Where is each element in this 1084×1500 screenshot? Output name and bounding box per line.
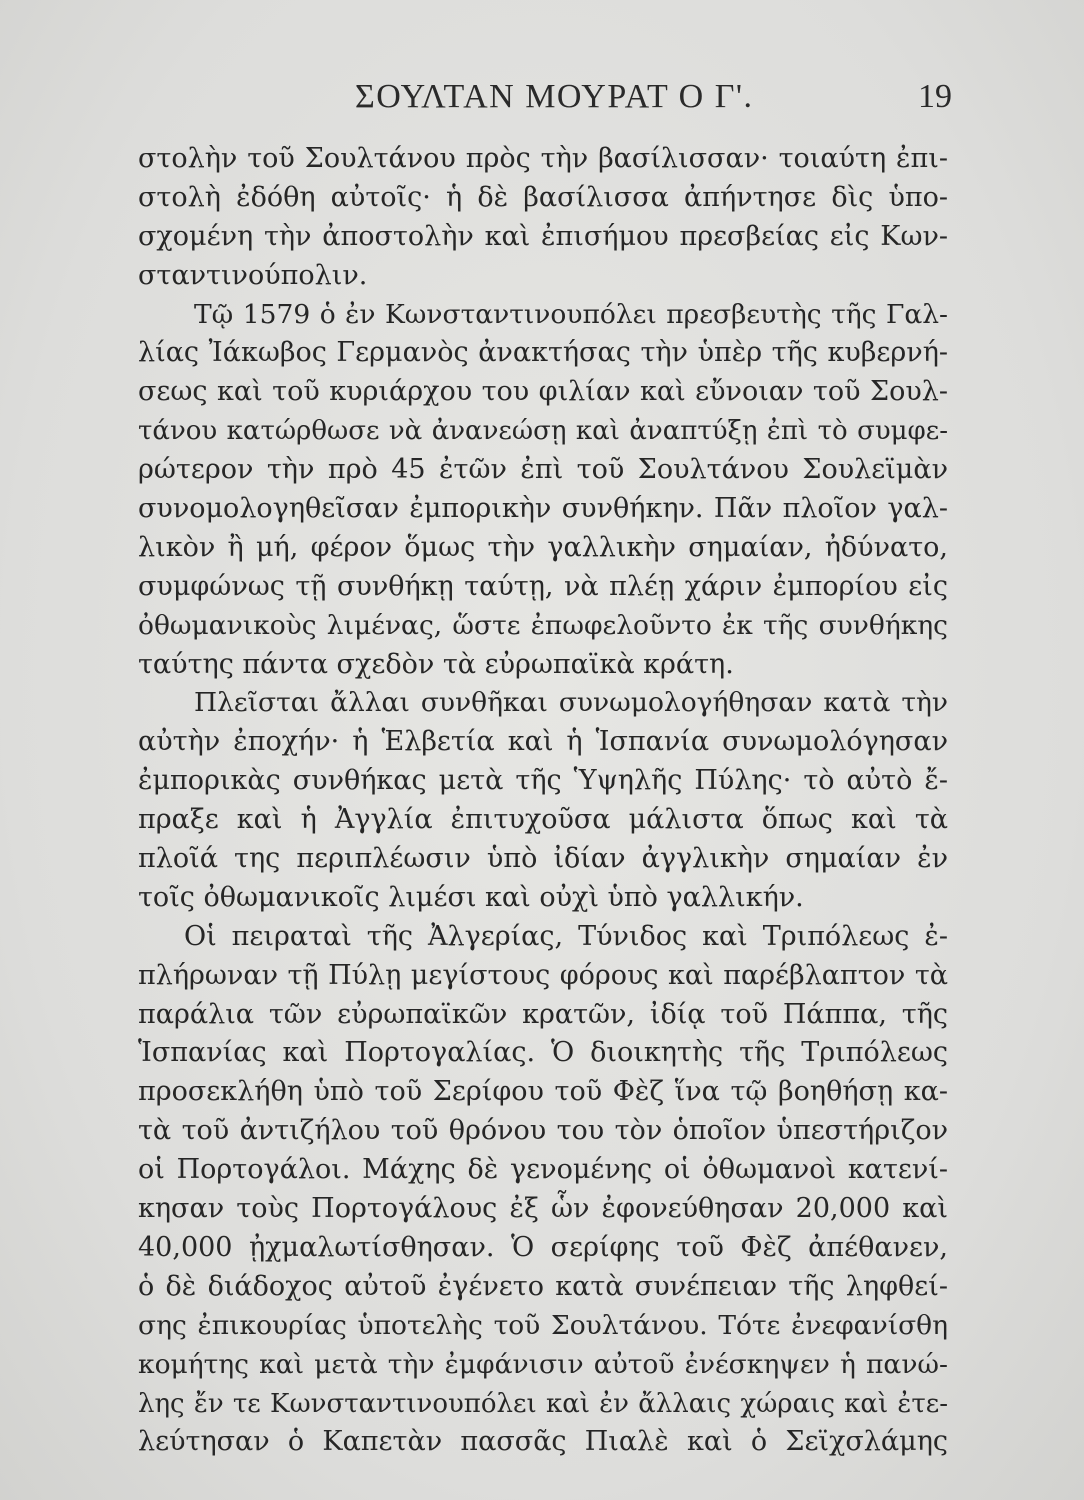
text-line: αὐτὴν ἐποχήν· ἡ Ἑλβετία καὶ ἡ Ἱσπανία συνωμολόγησαν bbox=[138, 726, 948, 758]
body-text bbox=[138, 140, 948, 1462]
text-line: κησαν τοὺς Πορτογάλους ἐξ ὧν ἐφονεύθησαν 20,000 καὶ bbox=[138, 1193, 948, 1225]
text-line: 40,000 ᾐχμαλωτίσθησαν. Ὁ σερίφης τοῦ Φὲζ ἀπέθανεν, bbox=[138, 1231, 948, 1263]
text-line: ὁ δὲ διάδοχος αὐτοῦ ἐγένετο κατὰ συνέπειαν τῆς ληφθεί- bbox=[138, 1270, 948, 1302]
text-line: λίας Ἰάκωβος Γερμανὸς ἀνακτήσας τὴν ὑπὲρ τῆς κυβερνή- bbox=[138, 337, 948, 369]
running-title: ΣΟΥΛΤΑΝ ΜΟΥΡΑΤ Ο Γ'. bbox=[355, 78, 754, 115]
text-line: τάνου κατώρθωσε νὰ ἀνανεώσῃ καὶ ἀναπτύξῃ ἐπὶ τὸ συμφε- bbox=[138, 416, 948, 447]
text-line: συνομολογηθεῖσαν ἐμπορικὴν συνθήκην. Πᾶν πλοῖον γαλ- bbox=[138, 493, 948, 525]
text-line: Ἱσπανίας καὶ Πορτογαλίας. Ὁ διοικητὴς τῆς Τριπόλεως bbox=[138, 1037, 948, 1069]
text-line: πλήρωναν τῇ Πύλῃ μεγίστους φόρους καὶ παρέβλαπτον τὰ bbox=[138, 959, 948, 991]
text-line: στολὴ ἐδόθη αὐτοῖς· ἡ δὲ βασίλισσα ἀπήντησε δὶς ὑπο- bbox=[138, 181, 948, 213]
paragraph-start-line: Τῷ 1579 ὁ ἐν Κωνσταντινουπόλει πρεσβευτὴς τῆς Γαλ- bbox=[194, 298, 948, 330]
text-line: λεύτησαν ὁ Καπετὰν πασσᾶς Πιαλὲ καὶ ὁ Σεϊχσλάμης bbox=[138, 1426, 948, 1458]
text-line: πλοῖά της περιπλέωσιν ὑπὸ ἰδίαν ἀγγλικὴν σημαίαν ἐν bbox=[138, 843, 948, 875]
text-line: τοῖς ὀθωμανικοῖς λιμέσι καὶ οὐχὶ ὑπὸ γαλλικήν. bbox=[138, 881, 804, 913]
text-line: σχομένη τὴν ἀποστολὴν καὶ ἐπισήμου πρεσβείας εἰς Κων- bbox=[138, 220, 948, 252]
text-line: ταύτης πάντα σχεδὸν τὰ εὐρωπαϊκὰ κράτη. bbox=[138, 648, 734, 680]
text-line: ὀθωμανικοὺς λιμένας, ὥστε ἐπωφελοῦντο ἐκ τῆς συνθήκης bbox=[138, 609, 948, 641]
text-line: λικὸν ἢ μή, φέρον ὅμως τὴν γαλλικὴν σημαίαν, ἠδύνατο, bbox=[138, 531, 948, 563]
running-head bbox=[140, 78, 960, 128]
text-line: κομήτης καὶ μετὰ τὴν ἐμφάνισιν αὐτοῦ ἐνέσκηψεν ἡ πανώ- bbox=[138, 1348, 948, 1380]
text-line: ρώτερον τὴν πρὸ 45 ἐτῶν ἐπὶ τοῦ Σουλτάνου Σουλεϊμὰν bbox=[138, 454, 948, 486]
text-line: σης ἐπικουρίας ὑποτελὴς τοῦ Σουλτάνου. Τότε ἐνεφανίσθη bbox=[138, 1309, 948, 1341]
text-line: λης ἔν τε Κωνσταντινουπόλει καὶ ἐν ἄλλαις χώραις καὶ ἐτε- bbox=[138, 1388, 948, 1419]
text-line: στολὴν τοῦ Σουλτάνου πρὸς τὴν βασίλισσαν· τοιαύτη ἐπι- bbox=[138, 143, 948, 174]
text-line: παράλια τῶν εὐρωπαϊκῶν κρατῶν, ἰδίᾳ τοῦ Πάππα, τῆς bbox=[138, 998, 948, 1030]
page-number: 19 bbox=[918, 78, 952, 115]
text-line: συμφώνως τῇ συνθήκῃ ταύτῃ, νὰ πλέῃ χάριν ἐμπορίου εἰς bbox=[138, 570, 948, 602]
text-line: σταντινούπολιν. bbox=[138, 259, 368, 291]
text-line: σεως καὶ τοῦ κυριάρχου του φιλίαν καὶ εὔνοιαν τοῦ Σουλ- bbox=[138, 376, 948, 408]
text-line: οἱ Πορτογάλοι. Μάχης δὲ γενομένης οἱ ὀθωμανοὶ κατενί- bbox=[138, 1154, 948, 1186]
text-line: προσεκλήθη ὑπὸ τοῦ Σερίφου τοῦ Φὲζ ἵνα τῷ βοηθήσῃ κα- bbox=[138, 1076, 948, 1108]
text-line: πραξε καὶ ἡ Ἀγγλία ἐπιτυχοῦσα μάλιστα ὅπως καὶ τὰ bbox=[138, 804, 948, 836]
paragraph-start-line: Οἱ πειραταὶ τῆς Ἀλγερίας, Τύνιδος καὶ Τριπόλεως ἐ- bbox=[184, 920, 948, 952]
text-line: ἐμπορικὰς συνθήκας μετὰ τῆς Ὑψηλῆς Πύλης· τὸ αὐτὸ ἔ- bbox=[138, 765, 948, 797]
text-line: τὰ τοῦ ἀντιζήλου τοῦ θρόνου του τὸν ὁποῖον ὑπεστήριζον bbox=[138, 1115, 948, 1147]
paragraph-start-line: Πλεῖσται ἄλλαι συνθῆκαι συνωμολογήθησαν κατὰ τὴν bbox=[194, 687, 948, 719]
